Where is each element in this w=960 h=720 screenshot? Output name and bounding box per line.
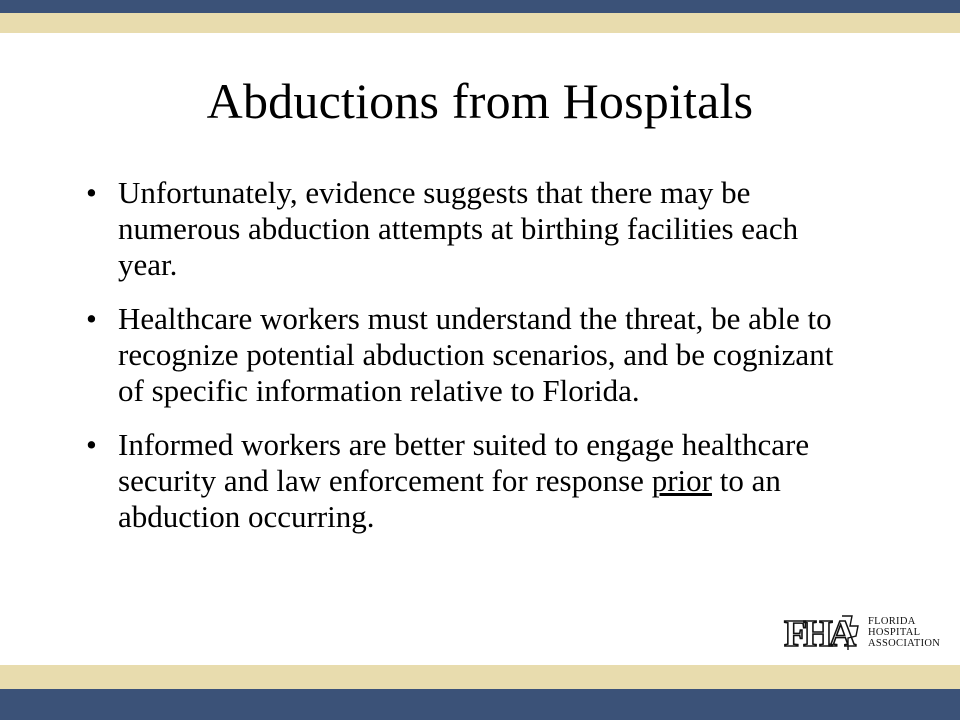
fha-logo-mark	[782, 610, 862, 654]
bottom-navy-band	[0, 689, 960, 720]
logo-line-2: HOSPITAL	[868, 627, 921, 638]
logo-letters: FHA	[784, 613, 853, 654]
bullet-list	[0, 175, 960, 553]
bullet-item	[0, 301, 960, 409]
bullet-marker: •	[86, 301, 97, 336]
top-navy-band	[0, 0, 960, 13]
logo-wordmark	[868, 616, 940, 649]
bullet-text-before: Informed workers are better suited to engage healthcare security and law enforcement for response	[118, 427, 810, 498]
slide-title: Abductions from Hospitals	[206, 73, 754, 129]
bullet-item	[0, 175, 960, 283]
fha-logo	[782, 610, 942, 654]
top-tan-band	[0, 13, 960, 33]
bullet-marker: •	[86, 427, 97, 462]
bullet-text: Healthcare workers must understand the threat, be able to recognize potential abduction scenarios, and be cognizant of specific information relative to Florida.	[118, 301, 834, 408]
bullet-text: Unfortunately, evidence suggests that there may be numerous abduction attempts at birthing facilities each year.	[118, 175, 799, 282]
bullet-marker: •	[86, 175, 97, 210]
bullet-item	[0, 427, 960, 535]
logo-line-3: ASSOCIATION	[868, 638, 941, 649]
bullet-text-after: to an abduction occurring.	[118, 463, 781, 534]
logo-line-1: FLORIDA	[868, 616, 916, 627]
bullet-text-underlined: prior	[651, 463, 712, 498]
bottom-tan-band	[0, 665, 960, 689]
